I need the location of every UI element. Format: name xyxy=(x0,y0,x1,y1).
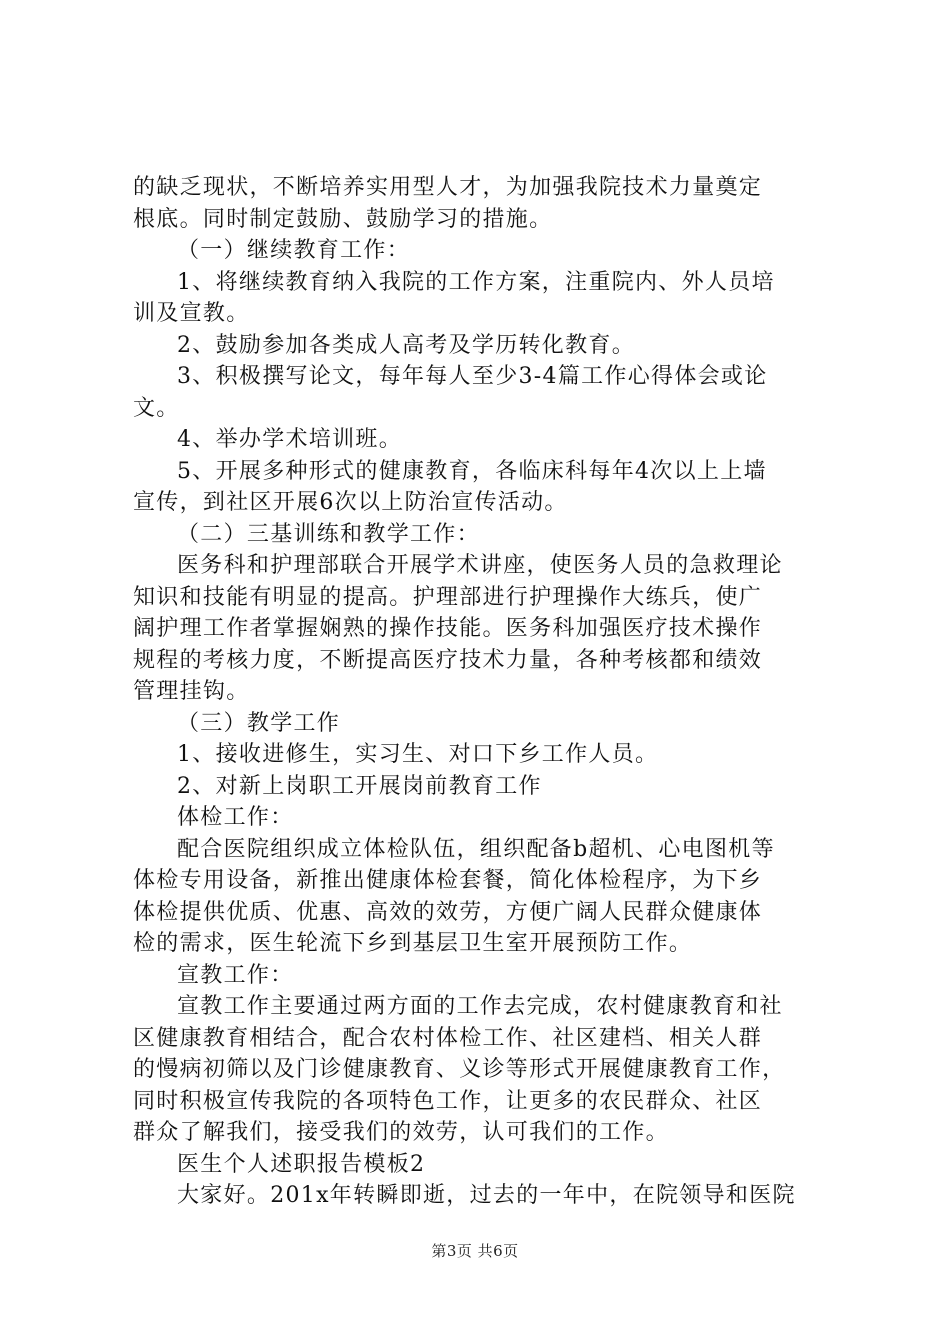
text-line: 群众了解我们，接受我们的效劳，认可我们的工作。 xyxy=(133,1120,669,1145)
text-line: 体检专用设备，新推出健康体检套餐，简化体检程序，为下乡 xyxy=(133,868,763,893)
text-line: 同时积极宣传我院的各项特色工作，让更多的农民群众、社区 xyxy=(133,1088,763,1114)
text-line: 配合医院组织成立体检队伍，组织配备b超机、心电图机等 xyxy=(177,836,775,862)
text-line: 大家好。201x年转瞬即逝，过去的一年中，在院领导和医院 xyxy=(177,1183,796,1208)
text-line: 1、将继续教育纳入我院的工作方案，注重院内、外人员培 xyxy=(177,269,775,295)
text-line: 的慢病初筛以及门诊健康教育、义诊等形式开展健康教育工作， xyxy=(133,1057,786,1082)
text-line: 医务科和护理部联合开展学术讲座，使医务人员的急救理论 xyxy=(177,553,783,578)
text-line: 2、鼓励参加各类成人高考及学历转化教育。 xyxy=(177,332,635,358)
text-line: （三）教学工作 xyxy=(177,710,341,736)
text-line: 宣教工作主要通过两方面的工作去完成，农村健康教育和社 xyxy=(177,994,783,1019)
text-line: 根底。同时制定鼓励、鼓励学习的措施。 xyxy=(133,206,553,232)
text-line: 体检提供优质、优惠、高效的效劳，方便广阔人民群众健康体 xyxy=(133,899,763,925)
document-body xyxy=(133,172,833,1212)
text-line: （一）继续教育工作： xyxy=(177,238,411,263)
text-line: 宣教工作： xyxy=(177,962,294,988)
text-line: 文。 xyxy=(133,395,180,421)
text-line: （二）三基训练和教学工作： xyxy=(177,521,480,547)
text-line: 的缺乏现状，不断培养实用型人才，为加强我院技术力量奠定 xyxy=(133,175,763,200)
text-line: 2、对新上岗职工开展岗前教育工作 xyxy=(177,773,542,799)
text-line: 体检工作： xyxy=(177,805,294,830)
text-line: 训及宣教。 xyxy=(133,301,250,326)
text-line: 4、举办学术培训班。 xyxy=(177,427,402,452)
text-line: 阔护理工作者掌握娴熟的操作技能。医务科加强医疗技术操作 xyxy=(133,616,763,641)
text-line: 5、开展多种形式的健康教育，各临床科每年4次以上上墙 xyxy=(177,458,767,484)
text-line: 1、接收进修生，实习生、对口下乡工作人员。 xyxy=(177,742,659,767)
text-line: 医生个人述职报告模板2 xyxy=(177,1151,426,1177)
text-line: 区健康教育相结合，配合农村体检工作、社区建档、相关人群 xyxy=(133,1025,763,1051)
text-line: 知识和技能有明显的提高。护理部进行护理操作大练兵，使广 xyxy=(133,584,763,610)
page-footer: 第3页 共6页 xyxy=(431,1242,519,1260)
text-line: 检的需求，医生轮流下乡到基层卫生室开展预防工作。 xyxy=(133,931,693,956)
text-line: 管理挂钩。 xyxy=(133,679,250,704)
text-line: 宣传，到社区开展6次以上防治宣传活动。 xyxy=(133,490,568,515)
text-line: 3、积极撰写论文，每年每人至少3-4篇工作心得体会或论 xyxy=(177,364,768,389)
text-line: 规程的考核力度，不断提高医疗技术力量，各种考核都和绩效 xyxy=(133,647,763,673)
